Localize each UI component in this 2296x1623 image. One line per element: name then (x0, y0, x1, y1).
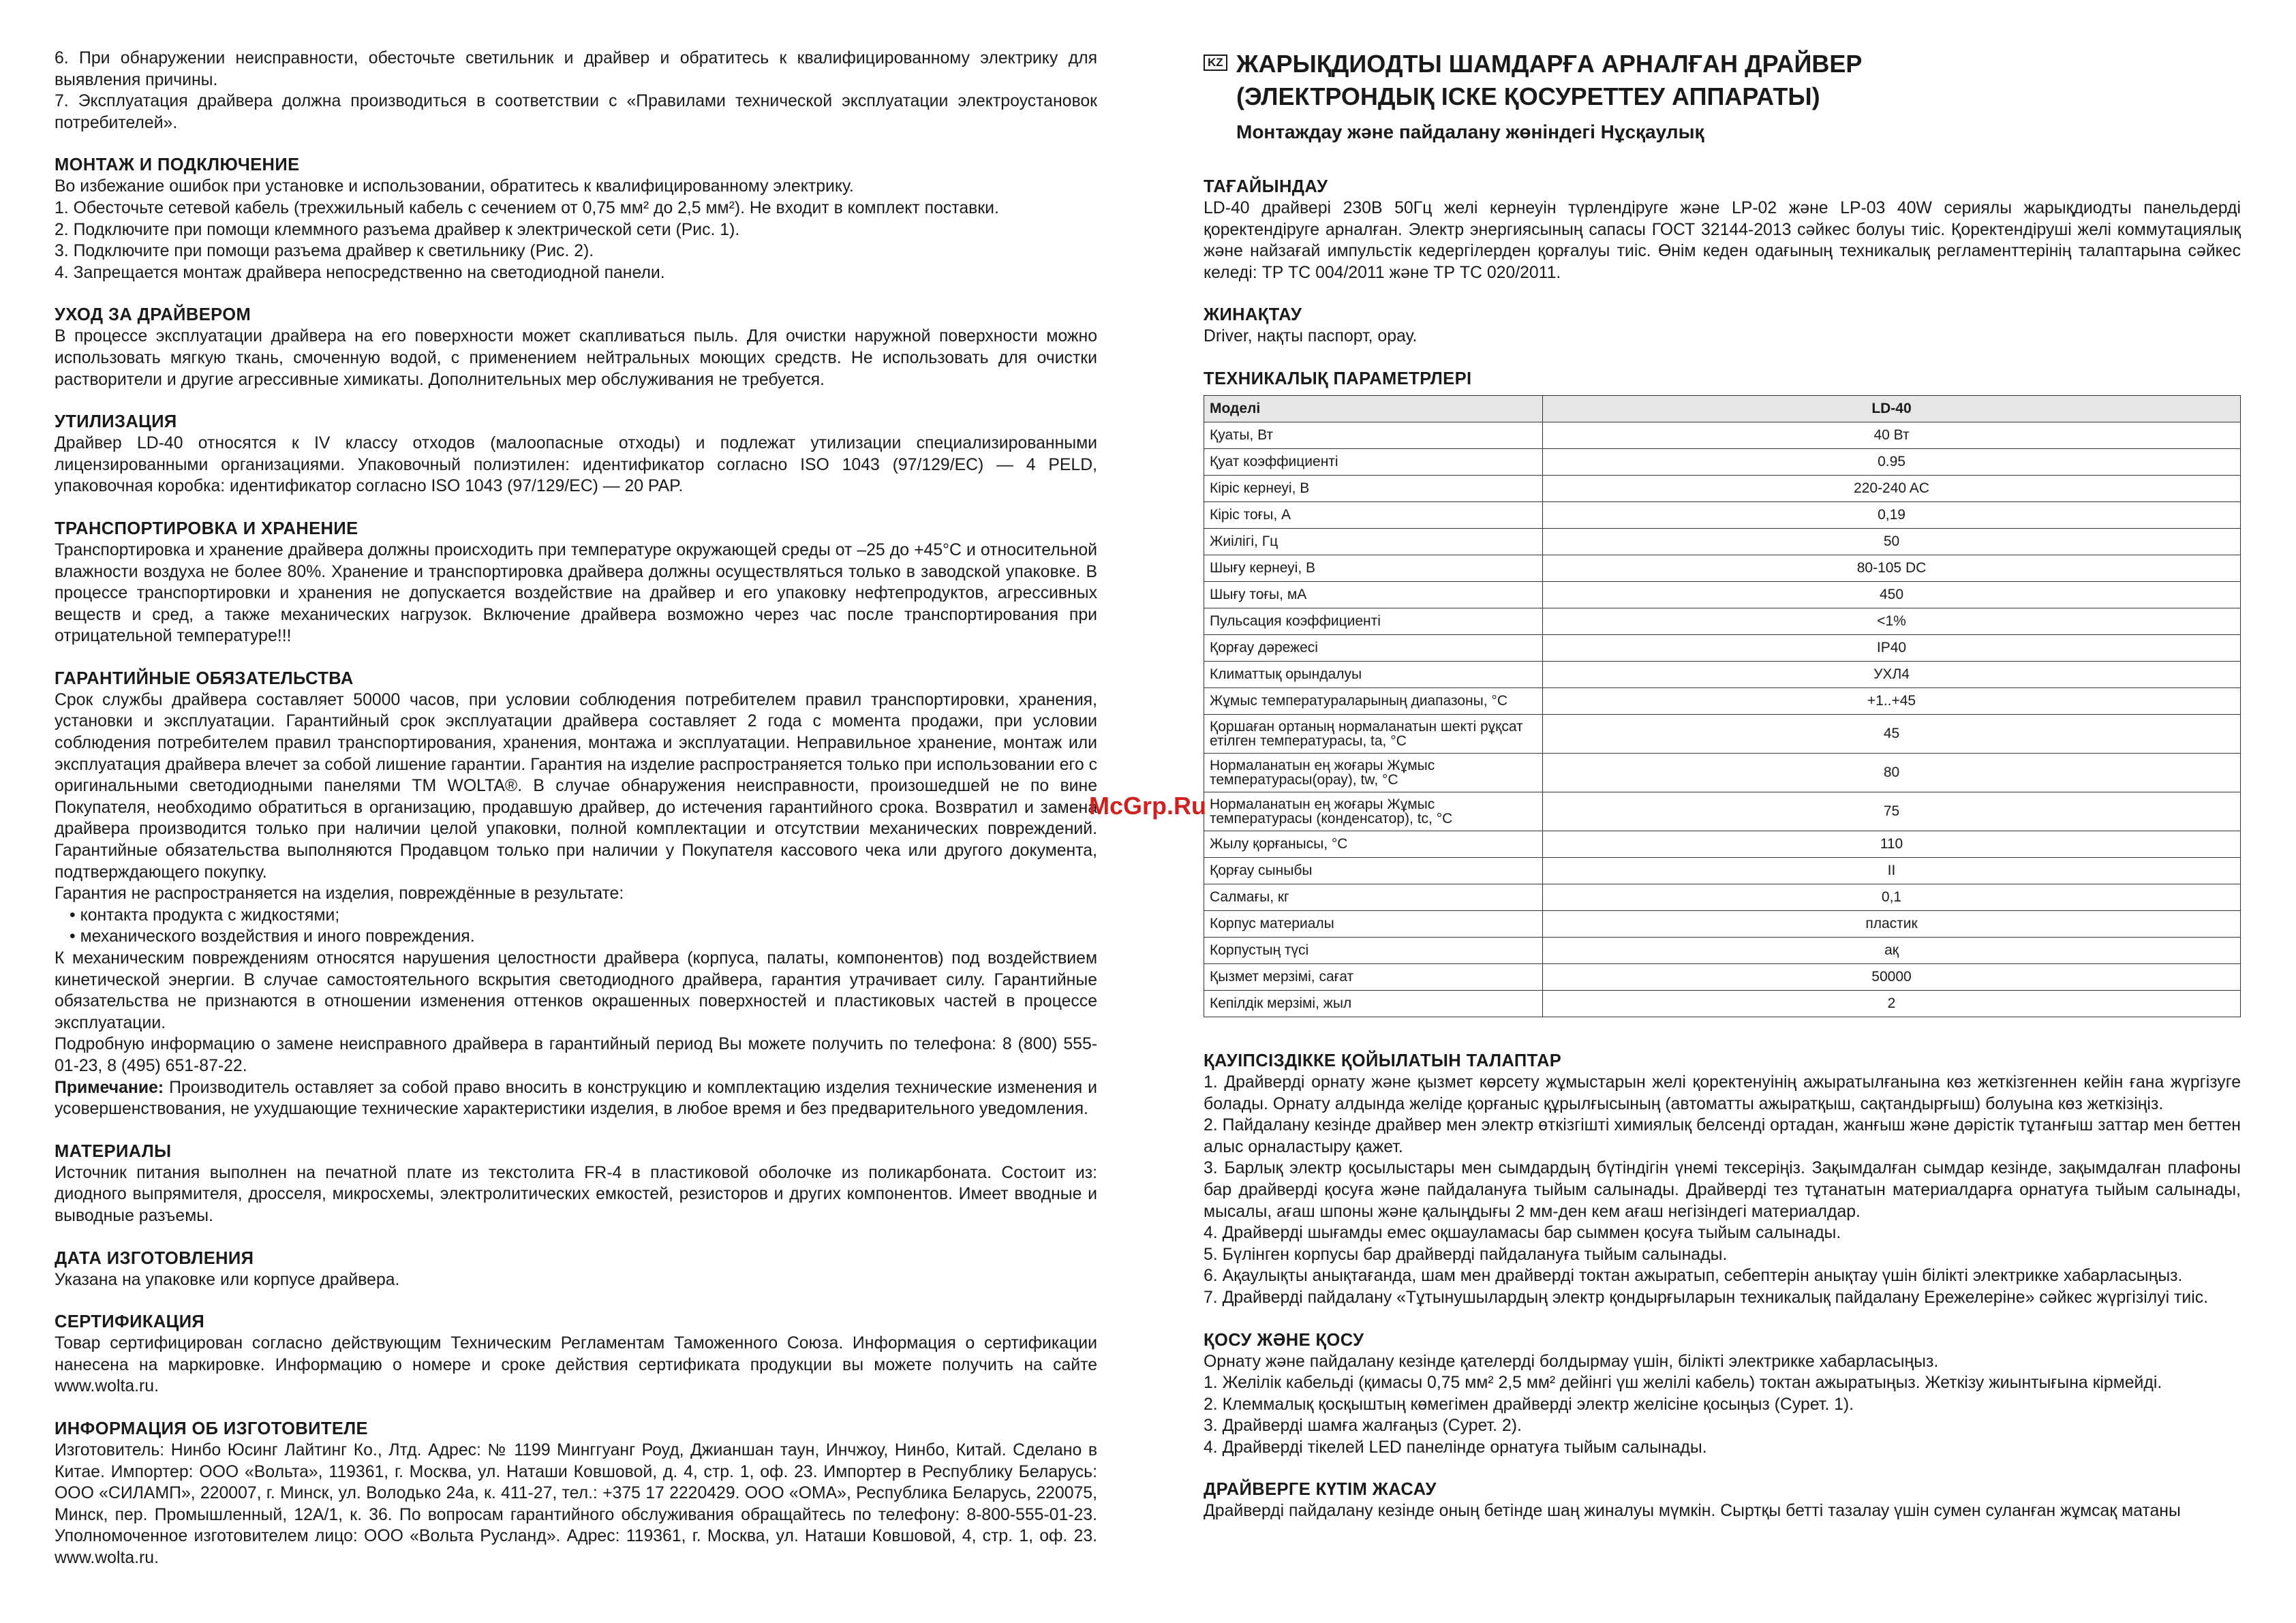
table-row (1204, 884, 2241, 910)
document-subtitle: Монтаждау және пайдалану жөніндегі Нұсқаулық (1236, 121, 1704, 142)
warranty-p2: Гарантия не распространяется на изделия, повреждённые в результате: (55, 884, 624, 903)
table-row (1204, 857, 2241, 884)
table-row (1204, 714, 2241, 753)
montage-line: 4. Запрещается монтаж драйвера непосредственно на светодиодной панели. (55, 263, 665, 282)
montage-line: 1. Обесточьте сетевой кабель (трехжильный кабель с сечением от 0,75 мм² до 2,5 мм²). Не входит в комплект поставки. (55, 198, 999, 217)
transport-text: Транспортировка и хранение драйвера должны происходить при температуре окружающей среды от –25 до +45°С и относительной влажности воздуха не более 80%. Хранение и транспортировка драйвера должны осуществляться только в заводской упаковке. В процессе транспортировки и хранения не допускается воздействие на драйвер и его упаковку нефтепродуктов, агрессивных веществ и сред, а также механических нагрузок. Включение драйвера возможно через час после транспортирования при отрицательной температуре!!! (55, 540, 1097, 646)
param-name: Жұмыс температураларының диапазоны, °С (1204, 687, 1543, 714)
maker-text: Изготовитель: Нинбо Юсинг Лайтинг Ко., Лтд. Адрес: № 1199 Минггуанг Роуд, Джианшан таун, Инчжоу, Нинбо, Китай. Сделано в Китае. Импортер: ООО «Вольта», 119361, г. Москва, ул. Наташи Ковшовой, д. 4, стр. 1, оф. 23. Импортер в Республику Беларусь: ООО «СИЛАМП», 220007, г. Минск, ул. Володько 24а, к. 411-27, тел.: +375 17 2220429. ООО «ОМА», Республика Беларусь, 220075, Минск, пер. Промышленный, 12А/1, к. 36. По вопросам гарантийного обслуживания обращайтесь по телефону: 8-800-555-01-23. Уполномоченное изготовителем лицо: ООО «Вольта Русланд». Адрес: 119361, г. Москва, ул. Наташи Ковшовой, 4, стр. 1, оф. 23. www.wolta.ru. (55, 1440, 1097, 1567)
tech-section (1204, 368, 2241, 1017)
maker-section (55, 1418, 1097, 1569)
connect-line: 3. Драйверді шамға жалғаңыз (Сурет. 2). (1204, 1417, 1522, 1436)
intro-line-6: 6. При обнаружении неисправности, обесточьте светильник и драйвер и обратитесь к квалифицированному электрику для выявления причины. (55, 49, 1097, 89)
table-row (1204, 501, 2241, 528)
param-value: II (1543, 857, 2241, 884)
title-line-1: ЖАРЫҚДИОДТЫ ШАМДАРҒА АРНАЛҒАН ДРАЙВЕР (1236, 50, 1863, 78)
table-row (1204, 792, 2241, 831)
table-row (1204, 661, 2241, 687)
purpose-heading: ТАҒАЙЫНДАУ (1204, 177, 1328, 196)
connect-line: 1. Желілік кабельді (қимасы 0,75 мм² 2,5 мм² дейінгі үш желілі кабель) токтан ажыратыңыз. Жеткізу жиынтығына кірмейді. (1204, 1374, 2162, 1393)
param-value: 450 (1543, 581, 2241, 608)
param-name: Қуаты, Вт (1204, 422, 1543, 448)
param-name: Климаттық орындалуы (1204, 661, 1543, 687)
connect-line: 4. Драйверді тікелей LED панелінде орнатуға тыйым салынады. (1204, 1438, 1707, 1457)
param-name: Қызмет мерзімі, сағат (1204, 963, 1543, 990)
param-value: 50000 (1543, 963, 2241, 990)
safety-line: 4. Драйверді шығамды емес оқшауламасы бар сыммен қосуға тыйым салынады. (1204, 1224, 1841, 1243)
table-row (1204, 937, 2241, 963)
safety-line: 6. Ақаулықты анықтағанда, шам мен драйверді токтан ажыратып, себептерін анықтау үшін білікті электрикке хабарласыңыз. (1204, 1267, 2183, 1286)
param-name: Корпустың түсі (1204, 937, 1543, 963)
header-model: LD-40 (1543, 395, 2241, 422)
safety-line: 5. Бүлінген корпусы бар драйверді пайдалануға тыйым салынады. (1204, 1245, 1728, 1264)
table-row (1204, 475, 2241, 501)
table-row (1204, 910, 2241, 937)
note-text: Производитель оставляет за собой право вносить в конструкцию и комплектацию изделия технические изменения и усовершенствования, не ухудшающие технические характеристики изделия, в любое время и без предварительного уведомления. (55, 1078, 1097, 1119)
document-title (1204, 48, 2241, 113)
purpose-section (1204, 176, 2241, 283)
transport-section (55, 518, 1097, 647)
warranty-p4: Подробную информацию о замене неисправного драйвера в гарантийный период Вы можете получить по телефона: 8 (800) 555-01-23, 8 (495) 651-87-22. (55, 1035, 1097, 1075)
date-heading: ДАТА ИЗГОТОВЛЕНИЯ (55, 1248, 254, 1268)
param-value: 45 (1543, 714, 2241, 753)
connect-line: 2. Клеммалық қосқыштың көмегімен драйверді электр желісіне қосыңыз (Сурет. 1). (1204, 1395, 1854, 1414)
intro-section (55, 48, 1097, 134)
param-name: Қуат коэффициенті (1204, 448, 1543, 475)
tech-params-table (1204, 395, 2241, 1017)
montage-heading: МОНТАЖ И ПОДКЛЮЧЕНИЕ (55, 155, 300, 175)
param-name: Кіріс кернеуі, В (1204, 475, 1543, 501)
care-section (55, 304, 1097, 390)
warranty-note (55, 1077, 1097, 1120)
kz-care-text: Драйверді пайдалану кезінде оның бетінде шаң жиналуы мүмкін. Сыртқы бетті тазалау үшін сумен суланған жұмсақ матаны (1204, 1502, 2181, 1521)
param-value: 2 (1543, 990, 2241, 1017)
param-value: 75 (1543, 792, 2241, 831)
param-value: 220-240 AC (1543, 475, 2241, 501)
montage-line: Во избежание ошибок при установке и использовании, обратитесь к квалифицированному электрику. (55, 177, 854, 196)
param-name: Жиілігі, Гц (1204, 528, 1543, 555)
purpose-text: LD-40 драйвері 230В 50Гц желі кернеуін түрлендіруге және LP-02 және LP-03 40W сериялы жарықдиодты панельдерді қоректендіруге арналған. Электр энергиясының сапасы ГОСТ 32144-2013 сәйкес болуы тиіс. Қоректендіруші желі коммутациялық және найзағай импульстік кедергілерден қорғалуы тиіс. Өнім кеден одағының техникалық регламенттерінің талаптарына сәйкес келеді: ТР ТС 004/2011 және ТР ТС 020/2011. (1204, 199, 2241, 282)
connect-heading: ҚОСУ ЖӘНЕ ҚОСУ (1204, 1330, 1364, 1350)
param-name: Шығу тоғы, мА (1204, 581, 1543, 608)
watermark: McGrp.Ru (1089, 792, 1207, 820)
kz-language-badge: KZ (1204, 55, 1227, 71)
param-name: Кепілдік мерзімі, жыл (1204, 990, 1543, 1017)
param-name: Нормаланатын ең жоғары Жұмыс температурасы (конденсатор), tс, °С (1204, 792, 1543, 831)
materials-section (55, 1141, 1097, 1227)
param-name: Қорғау дәрежесі (1204, 634, 1543, 661)
warranty-bullet: • механического воздействия и иного повреждения. (70, 927, 475, 946)
param-name: Салмағы, кг (1204, 884, 1543, 910)
disposal-text: Драйвер LD-40 относятся к IV классу отходов (малоопасные отходы) и подлежат утилизации специализированными лицензированными организациями. Упаковочный полиэтилен: идентификатор согласно ISO 1043 (97/129/EC) — 4 PELD, упаковочная коробка: идентификатор согласно ISO 1043 (97/129/EC) — 20 PAP. (55, 434, 1097, 496)
tech-heading: ТЕХНИКАЛЫҚ ПАРАМЕТРЛЕРІ (1204, 369, 1472, 388)
date-text: Указана на упаковке или корпусе драйвера. (55, 1270, 400, 1289)
table-row (1204, 422, 2241, 448)
table-row (1204, 687, 2241, 714)
warranty-p3: К механическим повреждениям относятся нарушения целостности драйвера (корпуса, палаты, компонентов) под воздействием кинетической энергии. В случае самостоятельного вскрытия светодиодного драйвера, гарантия утрачивает силу. Гарантийные обязательства не признаются в отношении изменения оттенков окрашенных поверхностей и пластиковых частей в процессе эксплуатации. (55, 949, 1097, 1032)
table-row (1204, 528, 2241, 555)
montage-line: 3. Подключите при помощи разъема драйвер к светильнику (Рис. 2). (55, 242, 594, 261)
table-row (1204, 555, 2241, 581)
disposal-heading: УТИЛИЗАЦИЯ (55, 412, 177, 432)
warranty-heading: ГАРАНТИЙНЫЕ ОБЯЗАТЕЛЬСТВА (55, 668, 354, 688)
materials-heading: МАТЕРИАЛЫ (55, 1141, 172, 1161)
montage-line: 2. Подключите при помощи клеммного разъема драйвер к электрической сети (Рис. 1). (55, 220, 740, 239)
connect-section (1204, 1329, 2241, 1459)
param-value: пластик (1543, 910, 2241, 937)
table-header-row (1204, 395, 2241, 422)
kit-text: Driver, нақты паспорт, орау. (1204, 327, 1418, 346)
left-column (55, 48, 1097, 1589)
cert-heading: СЕРТИФИКАЦИЯ (55, 1312, 205, 1332)
table-row (1204, 581, 2241, 608)
kz-care-heading: ДРАЙВЕРГЕ КҮТІМ ЖАСАУ (1204, 1480, 1437, 1500)
param-value: 80-105 DC (1543, 555, 2241, 581)
param-value: 0,19 (1543, 501, 2241, 528)
note-label: Примечание: (55, 1078, 164, 1097)
param-value: <1% (1543, 608, 2241, 634)
param-value: 0,1 (1543, 884, 2241, 910)
table-row (1204, 753, 2241, 792)
table-row (1204, 831, 2241, 857)
care-text: В процессе эксплуатации драйвера на его поверхности может скапливаться пыль. Для очистки наружной поверхности можно использовать мягкую ткань, смоченную водой, с применением нейтральных моющих средств. Не использовать для очистки растворители и другие агрессивные химикаты. Дополнительных мер обслуживания не требуется. (55, 327, 1097, 389)
connect-line: Орнату және пайдалану кезінде қателерді болдырмау үшін, білікті электрикке хабарласыңыз. (1204, 1352, 1939, 1371)
kit-heading: ЖИНАҚТАУ (1204, 305, 1302, 325)
param-name: Шығу кернеуі, В (1204, 555, 1543, 581)
param-value: IP40 (1543, 634, 2241, 661)
safety-heading: ҚАУІПСІЗДІККЕ ҚОЙЫЛАТЫН ТАЛАПТАР (1204, 1051, 1562, 1070)
param-value: 110 (1543, 831, 2241, 857)
param-value: ақ (1543, 937, 2241, 963)
disposal-section (55, 411, 1097, 497)
param-value: УХЛ4 (1543, 661, 2241, 687)
intro-line-7: 7. Эксплуатация драйвера должна производиться в соответствии с «Правилами технической эксплуатации электроустановок потребителей». (55, 92, 1097, 132)
maker-heading: ИНФОРМАЦИЯ ОБ ИЗГОТОВИТЕЛЕ (55, 1419, 368, 1438)
safety-line: 3. Барлық электр қосылыстары мен сымдардың бүтіндігін үнемі тексеріңіз. Зақымдалған сымдар кезінде, зақымдалған плафоны бар драйверді қосуға және пайдалануға тыйым салынады. Драйверді тез тұтанатын материалдарға орнатуға тыйым салынады, мысалы, ағаш шпоны және қалыңдығы 2 мм-ден кем ағаш негізіндегі материалдар. (1204, 1159, 2241, 1221)
warranty-p1: Срок службы драйвера составляет 50000 часов, при условии соблюдения потребителем правил транспортировки, хранения, установки и эксплуатации. Гарантийный срок эксплуатации драйвера составляет 2 года с момента продажи, при условии соблюдения потребителем правил транспортирования, хранения, монтажа и эксплуатации. Неправильное хранение, монтаж или эксплуатация драйвера влечет за собой лишение гарантии. Гарантия на изделие распространяется только при использовании его с оригинальными светодиодными панелями ТМ WOLTA®. В случае обнаружения неисправности, произошедшей не по вине Покупателя, необходимо обратиться в организацию, продавшую драйвер, до истечения гарантийного срока. Возвратил и замена драйвера производится только при наличии целой упаковки, полной комплектации и отсутствии механических повреждений. Гарантийные обязательства выполняются Продавцом только при наличии у Покупателя кассового чека или другого документа, подтверждающего покупку. (55, 690, 1097, 882)
safety-line: 1. Драйверді орнату және қызмет көрсету жұмыстарын желі қоректенуінің ажыратылғанына көз жеткізгеннен кейін ғана жүргізуге болады. Орнату алдында желіде қорғаныс құрылғысының (автоматты ажыратқыш, сақтандырғыш) болуына көз жеткізіңіз. (1204, 1072, 2241, 1113)
table-row (1204, 990, 2241, 1017)
param-name: Нормаланатын ең жоғары Жұмыс температурасы(орау), tw, °С (1204, 753, 1543, 792)
table-row (1204, 963, 2241, 990)
param-value: 40 Вт (1543, 422, 2241, 448)
param-value: 50 (1543, 528, 2241, 555)
param-name: Қорғау сыныбы (1204, 857, 1543, 884)
param-value: +1..+45 (1543, 687, 2241, 714)
safety-line: 2. Пайдалану кезінде драйвер мен электр өткізгішті химиялық белсенді ортадан, жанғыш және дәрістік тұтанғыш заттар мен беттен алыс орналастыру қажет. (1204, 1116, 2241, 1156)
param-value: 80 (1543, 753, 2241, 792)
transport-heading: ТРАНСПОРТИРОВКА И ХРАНЕНИЕ (55, 519, 358, 538)
safety-line: 7. Драйверді пайдалану «Тұтынушылардың электр қондырғыларын техникалық пайдалану Ережелеріне» сәйкес жүргізілуі тиіс. (1204, 1288, 2208, 1307)
right-column (1204, 0, 2241, 1543)
param-name: Қоршаған ортаның нормаланатын шекті рұқсат етілген температурасы, ta, °С (1204, 714, 1543, 753)
date-section (55, 1248, 1097, 1291)
param-name: Пульсация коэффициенті (1204, 608, 1543, 634)
table-row (1204, 634, 2241, 661)
kz-care-section (1204, 1479, 2241, 1522)
param-name: Корпус материалы (1204, 910, 1543, 937)
table-row (1204, 608, 2241, 634)
param-name: Жылу қорғанысы, °С (1204, 831, 1543, 857)
materials-text: Источник питания выполнен на печатной плате из текстолита FR-4 в пластиковой оболочке из поликарбоната. Состоит из: диодного выпрямителя, дросселя, микросхемы, электролитических емкостей, резисторов и других компонентов. Имеет вводные и выводные разъемы. (55, 1163, 1097, 1225)
care-heading: УХОД ЗА ДРАЙВЕРОМ (55, 305, 251, 325)
safety-section (1204, 1050, 2241, 1309)
param-value: 0.95 (1543, 448, 2241, 475)
warranty-section (55, 668, 1097, 1120)
kit-section (1204, 304, 2241, 347)
montage-section (55, 154, 1097, 283)
title-line-2: (ЭЛЕКТРОНДЫҚ ІСКЕ ҚОСУРЕТТЕУ АППАРАТЫ) (1236, 82, 1820, 110)
cert-section (55, 1311, 1097, 1397)
header-param: Моделі (1204, 395, 1543, 422)
warranty-bullet: • контакта продукта с жидкостями; (70, 906, 340, 925)
cert-text: Товар сертифицирован согласно действующим Техническим Регламентам Таможенного Союза. Информация о сертификации нанесена на маркировке. Информацию о номере и сроке действия сертификата продукции вы можете получить на сайте www.wolta.ru. (55, 1334, 1097, 1396)
param-name: Кіріс тоғы, А (1204, 501, 1543, 528)
table-row (1204, 448, 2241, 475)
